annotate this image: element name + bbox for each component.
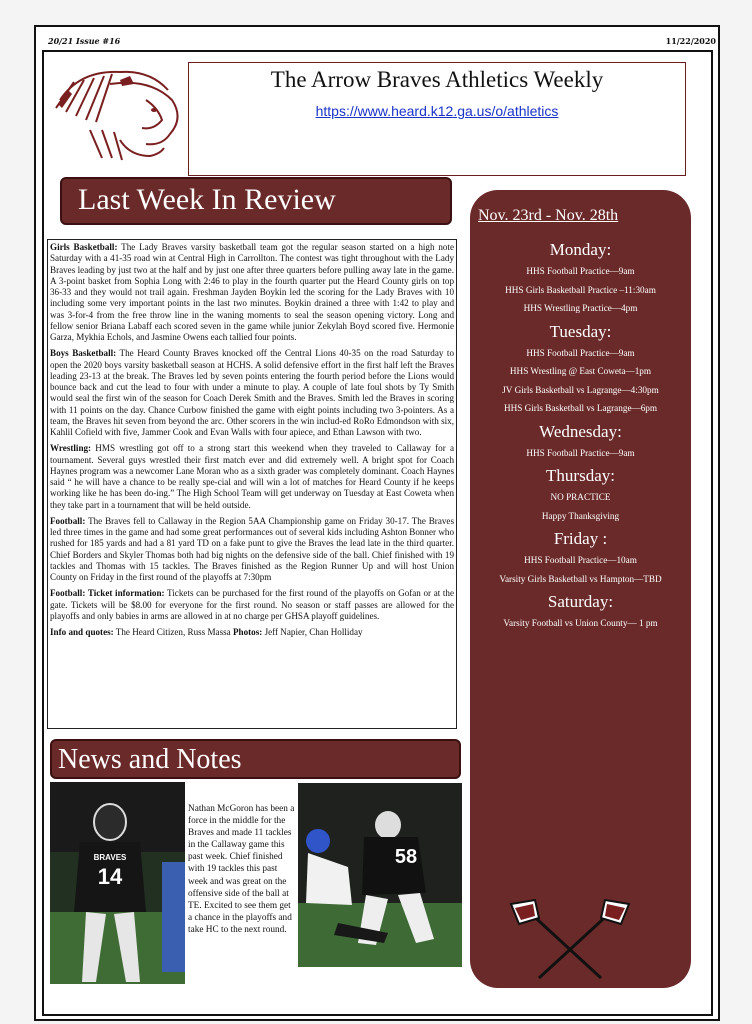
credits-paragraph [50,627,454,638]
jersey-number: 14 [97,864,123,889]
masthead-box [188,62,686,176]
day-name: Wednesday: [539,421,622,441]
day-saturday [470,592,691,628]
schedule-event: HHS Wrestling @ East Coweta—1pm [509,366,652,376]
ticket-info-paragraph [50,588,454,622]
braves-mascot-logo [50,60,186,164]
jersey-number: 58 [394,846,418,868]
crossed-tomahawks-icon [505,898,635,982]
news-banner [50,739,461,779]
schedule-event: Varsity Football vs Union County— 1 pm [503,618,658,628]
schedule-event: JV Girls Basketball vs Lagrange—4:30pm [502,384,659,395]
section-text: Tickets can be purchased for the first round of the playoffs on Gofan or at the gate. Tickets will be $8.00 for everyone for the first round. No season or staff passes are allowed for the playoffs and only babies in arms are allowed in at no charge per GHSA playoff guidelines. [50,588,454,621]
news-text: Nathan McGoron has been a force in the middle for the Braves and made 11 tackles in the Callaway game this past week. Chief finished with 19 tackles this past week and was great on the offensive side of the ball at TE. Excited to see them get a chance in the playoffs and take HC to the next round. [188,804,295,935]
review-article [47,239,457,729]
masthead-title: The Arrow Braves Athletics Weekly [270,67,604,92]
schedule-event: HHS Girls Basketball Practice –11:30am [505,284,656,295]
section-text: The Heard County Braves knocked off the Central Lions 40-35 on the road Saturday to open the 2020 boys varsity basketball season at HCHS. A solid defensive effort in the first half left the Braves leading 23-13 at the break. The Braves led by seven points entering the fourth period before the Lions would bounce back and cut the lead to four with under a minute to play. A couple of late foul shots by Ty Smith would seal the first win of the season for Coach Derek Smith and the Braves. Smith led the Braves in scoring with 11 points on the day. Chance Curbow finished the game with eight points including two 3-pointers. As a team, the Braves hit seven from beyond the arc. Other scorers in the win includ-ed RoRo Edmondson with six, Kahlil Cofield with five, Jammer Cook and Evan Walls with four apiece, and Ethan Lawson with two. [50,348,454,437]
section-text: The Heard Citizen, Russ Massa [113,627,233,637]
schedule-event: HHS Football Practice—9am [526,266,635,276]
day-name: Friday : [553,529,608,548]
day-thursday [470,466,691,521]
section-text: Jeff Napier, Chan Holliday [262,627,363,637]
schedule-event: Varsity Girls Basketball vs Hampton—TBD [499,573,662,584]
section-label: Boys Basketball: [50,348,117,359]
schedule-event: HHS Football Practice—10am [524,555,637,565]
day-friday [470,529,691,584]
section-text: The Braves fell to Callaway in the Region 5AA Championship game on Friday 30-17. The Braves led three times in the game and had some great performances out of several kids including Ashton Bonner who rushed for 185 yards and had a 81 yard TD on a fake punt to give the Braves the lead late in the third quarter. Chief Borders and Skyler Thomas both had big nights on the defensive side of the ball. Chief finished with 19 tackles and Thomas with 15 tackles. The Braves finished as the Region Runner Up and will host Union County on Friday in the first round of the playoffs at 7:30pm [50,515,454,582]
schedule-event: HHS Girls Basketball vs Lagrange—6pm [503,403,658,413]
day-wednesday [470,422,691,458]
review-heading: Last Week In Review [78,183,336,216]
day-name: Monday: [549,240,612,259]
section-label: Football: Ticket information: [50,588,165,599]
player-14-photo [50,782,185,984]
day-tuesday [470,322,691,414]
day-name: Tuesday: [549,321,612,341]
schedule-event: HHS Football Practice—9am [526,447,635,458]
news-heading: News and Notes [58,744,242,775]
schedule-event: Happy Thanksgiving [541,510,620,521]
issue-date: 11/22/2020 [665,36,716,46]
section-text: HMS wrestling got off to a strong start this weekend when they traveled to Callaway for a tournament. Several guys wrestled their first match ever and did extremely well. A bright spot for Coach Haynes program was a newcomer Lane Moran who as a sixth grader was completely dominant. Coach Haynes said “ he will have a chance to be really spe-cial and will win a lot of matches for Heard County if he keeps working like he has been do-ing.” The High School Team will get underway on Tuesday at East Coweta when they take part in a tournament that will be held outside. [50,443,454,510]
issue-number: 20/21 Issue #16 [48,36,121,46]
section-label: Photos: [232,627,263,637]
day-name: Saturday: [547,592,614,611]
section-label: Football: [50,515,86,526]
review-banner [60,177,452,225]
day-name: Thursday: [546,466,615,485]
schedule-event: HHS Wrestling Practice—4pm [523,303,638,313]
football-paragraph [50,516,454,584]
boys-basketball-paragraph [50,348,454,438]
section-label: Girls Basketball: [50,242,118,252]
wrestling-paragraph [50,443,454,511]
schedule-days [470,240,691,637]
schedule-event: NO PRACTICE [550,492,611,502]
schedule-date-range: Nov. 23rd - Nov. 28th [478,207,619,224]
girls-basketball-paragraph [50,242,454,343]
athletics-link[interactable]: https://www.heard.k12.ga.us/o/athletics [315,103,559,119]
section-text: The Lady Braves varsity basketball team got the regular season started on a high note Saturday with a 41-35 road win at Central High in Carrollton. The contest was tight throughout with the Lady Braves leading by just two at the half and by just one after three quarters before pulling away late in the game. A 3-point basket from Sophia Long with 2:46 to play in the fourth quarter put the Heard County girls on top 36-33 and they would not trail again. Freshman Jayden Boykin led the scoring for the Lady Braves with 10 including some very important points in the last two minutes. Boykin drained a three with 1:42 to play and was 3-for-4 from the free throw line in the waning moments to seal the season opening victory. Long and fellow senior Briana Labaff each scored seven in the game while junior Zekylah Boyd scored five. Hermonie Garza, Mykhia Echols, and Jasmine Owens each tallied four points. [50,242,454,342]
player-58-photo [298,783,462,967]
day-monday [470,240,691,313]
jersey-text: BRAVES [93,853,127,862]
weekly-schedule [470,190,691,988]
schedule-event: HHS Football Practice—9am [526,347,635,358]
section-label: Info and quotes: [50,627,114,637]
section-label: Wrestling: [50,443,92,454]
